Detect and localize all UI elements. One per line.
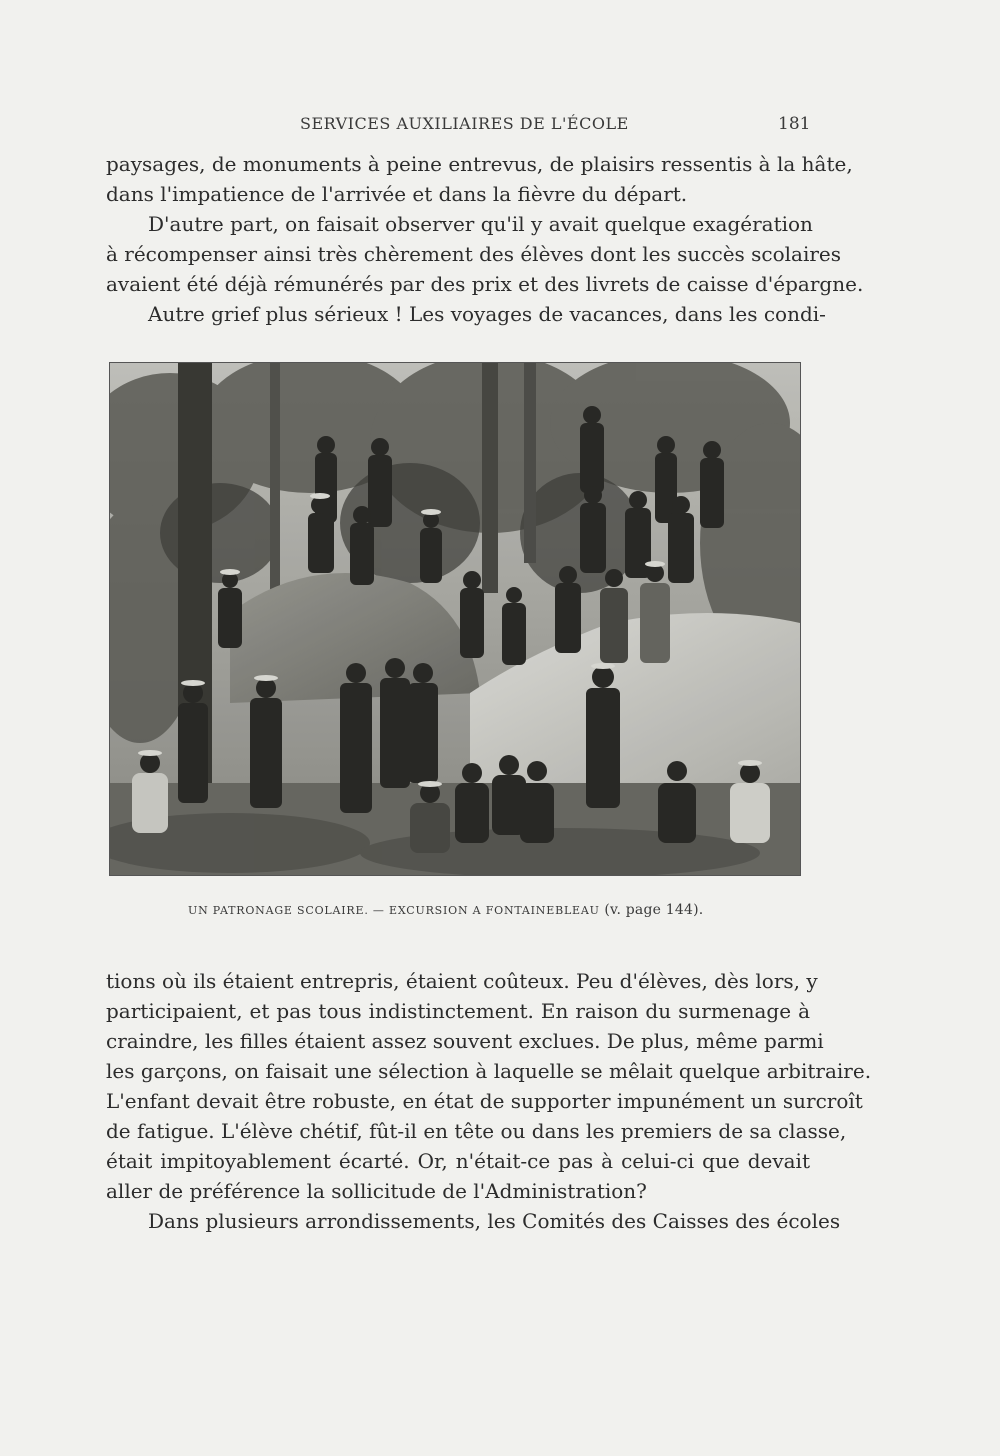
text-line: dans l'impatience de l'arrivée et dans la fièvre du départ. — [106, 182, 688, 206]
text-line: avaient été déjà rémunérés par des prix et des livrets de caisse d'épargne. — [106, 272, 864, 296]
text-line: à récompenser ainsi très chèrement des élèves dont les succès scolaires — [106, 242, 842, 266]
text-line: participaient, et pas tous indistinctement. En raison du surmenage à — [106, 999, 810, 1023]
text-line: craindre, les filles étaient assez souvent exclues. De plus, même parmi — [106, 1029, 824, 1053]
text-line: L'enfant devait être robuste, en état de supporter impunément un surcroît — [106, 1089, 863, 1113]
caption-page-reference: (v. page 144). — [604, 902, 704, 918]
text-block-bottom — [106, 966, 872, 1236]
page-number: 181 — [778, 114, 811, 134]
text-line: les garçons, on faisait une sélection à laquelle se mêlait quelque arbitraire. — [106, 1059, 872, 1083]
text-line: de fatigue. L'élève chétif, fût-il en tête ou dans les premiers de sa classe, — [106, 1119, 847, 1143]
figure-caption — [188, 902, 703, 918]
photograph-illustration — [110, 363, 800, 875]
group-photograph — [109, 362, 801, 876]
text-line: était impitoyablement écarté. Or, n'était-ce pas à celui-ci que devait — [106, 1149, 810, 1173]
text-line: tions où ils étaient entrepris, étaient coûteux. Peu d'élèves, dès lors, y — [106, 969, 818, 993]
text-block-top — [106, 149, 864, 329]
text-line: paysages, de monuments à peine entrevus, de plaisirs ressentis à la hâte, — [106, 152, 853, 176]
caption-title: UN PATRONAGE SCOLAIRE. — EXCURSION A FONTAINEBLEAU — [188, 904, 600, 917]
text-line: D'autre part, on faisait observer qu'il y avait quelque exagération — [148, 212, 813, 236]
running-title: SERVICES AUXILIAIRES DE L'ÉCOLE — [300, 114, 629, 133]
text-line: Dans plusieurs arrondissements, les Comités des Caisses des écoles — [148, 1209, 841, 1233]
text-line: aller de préférence la sollicitude de l'Administration? — [106, 1179, 647, 1203]
text-line: Autre grief plus sérieux ! Les voyages de vacances, dans les condi- — [148, 302, 826, 326]
